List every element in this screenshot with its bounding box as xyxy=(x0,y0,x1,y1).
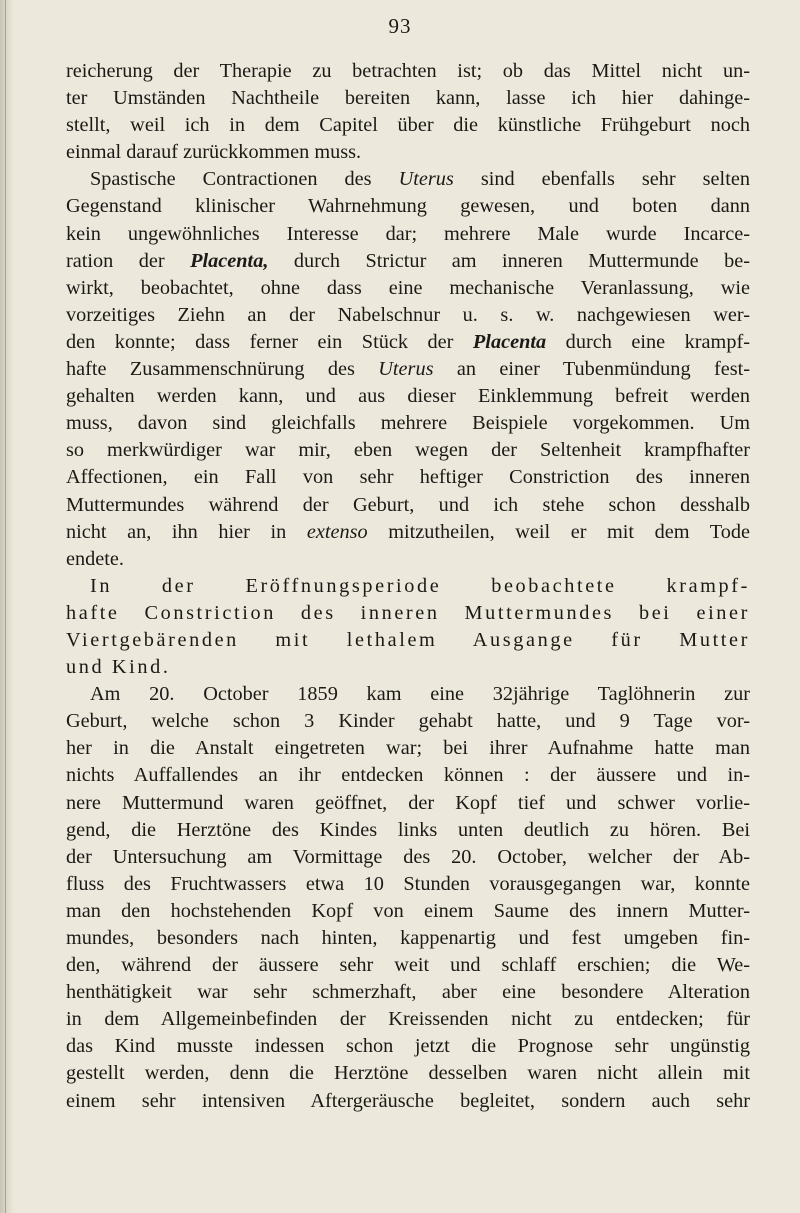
text-line xyxy=(66,356,750,383)
text-line: so merkwürdiger war mir, eben wegen der Seltenheit krampfhafter xyxy=(66,439,750,462)
text-line: der Untersuchung am Vormittage des 20. October, welcher der Ab- xyxy=(66,845,750,868)
text-line: wirkt, beobachtet, ohne dass eine mechanische Veranlassung, wie xyxy=(66,276,750,299)
body-text xyxy=(66,58,750,1115)
text-line xyxy=(66,166,750,193)
text-line: vorzeitiges Ziehn an der Nabelschnur u. s. w. nachgewiesen wer- xyxy=(66,303,750,326)
case-heading-line: In der Eröffnungsperiode beobachtete krampf- xyxy=(90,574,750,597)
text-segment: an einer Tubenmündung fest- xyxy=(456,358,750,381)
text-line: einmal darauf zurückkommen muss. xyxy=(66,141,362,164)
text-line: fluss des Fruchtwassers etwa 10 Stunden vorausgegangen war, konnte xyxy=(66,872,750,895)
text-line: her in die Anstalt eingetreten war; bei ihrer Aufnahme hatte man xyxy=(66,737,750,760)
emphasis-placenta: Placenta, xyxy=(190,249,269,272)
emphasis-uterus: Uterus xyxy=(378,358,434,381)
text-line: den, während der äussere sehr weit und schlaff erschien; die We- xyxy=(66,954,750,977)
page-number: 93 xyxy=(388,14,412,38)
text-line: Gegenstand klinischer Wahrnehmung gewesen, und boten dann xyxy=(66,195,750,218)
page-binding-edge xyxy=(0,0,14,1213)
emphasis-extenso: extenso xyxy=(306,520,368,543)
text-segment: hafte Zusammenschnürung des xyxy=(66,358,355,381)
text-line: henthätigkeit war sehr schmerzhaft, aber eine besondere Alteration xyxy=(66,981,750,1004)
text-line: nichts Auffallendes an ihr entdecken können : der äussere und in- xyxy=(66,764,750,787)
text-line: Muttermundes während der Geburt, und ich stehe schon desshalb xyxy=(66,493,750,516)
text-line xyxy=(66,248,750,275)
text-line: in dem Allgemeinbefinden der Kreissenden nicht zu entdecken; für xyxy=(66,1008,750,1031)
text-segment: mitzutheilen, weil er mit dem Tode xyxy=(388,520,750,543)
text-line: mundes, besonders nach hinten, kappenartig und fest umgeben fin- xyxy=(66,927,750,949)
text-line: endete. xyxy=(66,547,124,570)
text-line: gestellt werden, denn die Herztöne desselben waren nicht allein mit xyxy=(66,1062,750,1085)
text-line: gehalten werden kann, und aus dieser Einklemmung befreit werden xyxy=(66,385,750,408)
text-segment: den konnte; dass ferner ein Stück der xyxy=(66,330,454,353)
text-line: ter Umständen Nachtheile bereiten kann, lasse ich hier dahinge- xyxy=(66,87,750,110)
emphasis-uterus: Uterus xyxy=(398,168,454,191)
text-line xyxy=(66,519,750,546)
text-line xyxy=(66,329,750,356)
text-line: muss, davon sind gleichfalls mehrere Beispiele vorgekommen. Um xyxy=(66,412,750,435)
text-line: kein ungewöhnliches Interesse dar; mehrere Male wurde Incarce- xyxy=(66,222,750,245)
text-segment: sind ebenfalls sehr selten xyxy=(480,168,750,191)
text-line: das Kind musste indessen schon jetzt die Prognose sehr ungünstig xyxy=(66,1035,750,1058)
emphasis-placenta: Placenta xyxy=(472,330,547,353)
text-line: einem sehr intensiven Aftergeräusche begleitet, sondern auch sehr xyxy=(66,1089,750,1112)
text-line: man den hochstehenden Kopf von einem Saume des innern Mutter- xyxy=(66,899,750,922)
text-line: reicherung der Therapie zu betrachten ist; ob das Mittel nicht un- xyxy=(66,60,750,82)
text-segment: nicht an, ihn hier in xyxy=(66,520,287,543)
case-heading-line: hafte Constriction des inneren Muttermundes bei einer xyxy=(66,601,750,624)
text-line: gend, die Herztöne des Kindes links unten deutlich zu hören. Bei xyxy=(66,818,750,841)
text-line: nere Muttermund waren geöffnet, der Kopf tief und schwer vorlie- xyxy=(66,791,750,814)
case-heading-line: Viertgebärenden mit lethalem Ausgange für Mutter xyxy=(66,628,750,651)
text-line: stellt, weil ich in dem Capitel über die künstliche Frühgeburt noch xyxy=(66,114,750,137)
text-line: Am 20. October 1859 kam eine 32jährige Taglöhnerin zur xyxy=(90,683,750,706)
text-line: Geburt, welche schon 3 Kinder gehabt hatte, und 9 Tage vor- xyxy=(66,710,750,733)
text-segment: Spastische Contractionen des xyxy=(90,168,372,191)
text-segment: durch eine krampf- xyxy=(565,330,750,353)
text-segment: ration der xyxy=(66,249,165,272)
text-line: Affectionen, ein Fall von sehr heftiger Constriction des inneren xyxy=(66,466,750,489)
case-heading-line: und Kind. xyxy=(66,656,171,679)
text-segment: durch Strictur am inneren Muttermunde be- xyxy=(293,249,750,272)
